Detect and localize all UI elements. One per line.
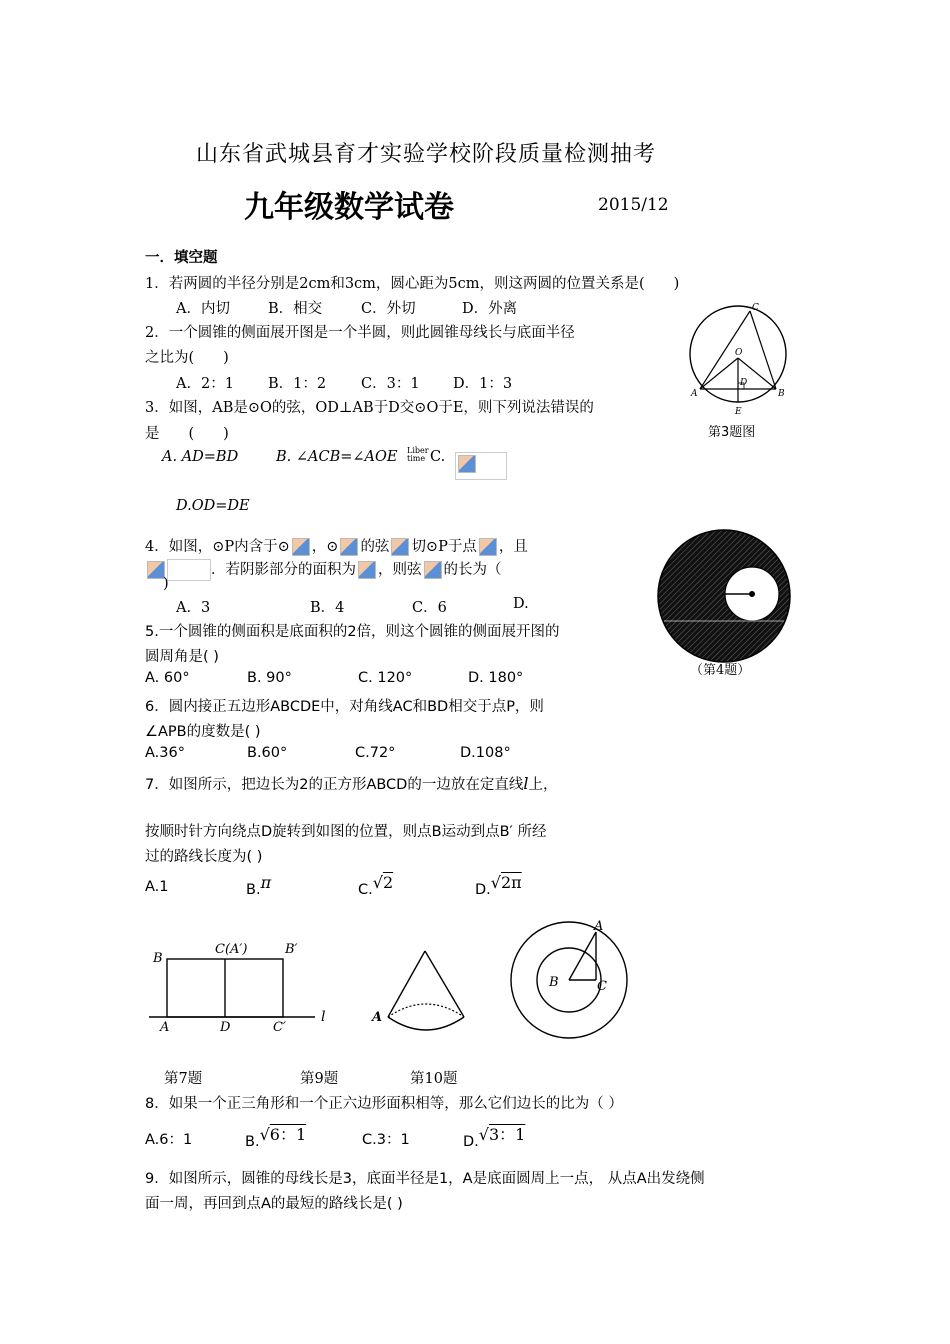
q6-line1: 6．圆内接正五边形ABCDE中，对角线AC和BD相交于点P，则 bbox=[145, 699, 544, 715]
q4-line3: ) bbox=[163, 576, 169, 592]
figure-7 bbox=[145, 935, 345, 1035]
q7-option-c: C.√2 bbox=[358, 873, 394, 898]
q8-stem: 8．如果一个正三角形和一个正六边形面积相等，那么它们边长的比为（ ） bbox=[145, 1096, 623, 1112]
fig7-label-c: C(A′) bbox=[215, 942, 248, 957]
q6-option-d: D.108° bbox=[460, 745, 511, 761]
fig7-label-a: A bbox=[160, 1020, 170, 1035]
q5-line1: 5.一个圆锥的侧面积是底面积的2倍，则这个圆锥的侧面展开图的 bbox=[145, 624, 560, 640]
q4-option-d: D. bbox=[513, 596, 529, 612]
figure-4 bbox=[656, 528, 796, 668]
fig3-caption: 第3题图 bbox=[708, 425, 756, 440]
q3-line2: 是 ( ) bbox=[145, 426, 229, 442]
q8-option-a: A.6：1 bbox=[145, 1132, 193, 1148]
q8-option-b: B.√6：1 bbox=[245, 1125, 307, 1150]
q5-option-d: D. 180° bbox=[468, 670, 524, 686]
fig7-label-l: l bbox=[321, 1009, 326, 1025]
fig7-label-b: B bbox=[153, 951, 163, 966]
school-name: 山东省武城县育才实验学校阶段质量检测抽考 bbox=[196, 142, 657, 167]
q7-line-l: l bbox=[523, 774, 529, 793]
figure-10 bbox=[505, 912, 635, 1042]
q1-option-c: C．外切 bbox=[361, 301, 416, 317]
q3-option-b: B. ∠ACB=∠AOE bbox=[276, 449, 398, 465]
q3-option-c-image bbox=[455, 452, 507, 480]
fig9-label-a: A bbox=[372, 1010, 383, 1025]
q2-option-c: C．3：1 bbox=[361, 376, 420, 392]
fig4-caption: （第4题） bbox=[690, 663, 751, 678]
fig7-label-cp: C′ bbox=[273, 1020, 286, 1035]
section-heading: 一．填空题 bbox=[145, 250, 218, 266]
q3-option-a: A. AD=BD bbox=[162, 449, 239, 465]
q9-line1: 9．如图所示，圆锥的母线长是3，底面半径是1，A是底面圆周上一点， 从点A出发绕侧 bbox=[145, 1171, 705, 1187]
q4-image-1 bbox=[292, 538, 310, 556]
q7-option-d: D.√2π bbox=[475, 873, 522, 898]
exam-title: 九年级数学试卷 bbox=[244, 190, 454, 225]
q6-line2: ∠APB的度数是( ) bbox=[145, 724, 261, 740]
caption-q7: 第7题 bbox=[164, 1071, 203, 1087]
q3-option-d: D.OD=DE bbox=[176, 498, 250, 514]
q4-option-a: A．3 bbox=[176, 600, 211, 616]
q1-option-b: B．相交 bbox=[268, 301, 323, 317]
q1-option-d: D．外离 bbox=[462, 301, 518, 317]
q3-option-c: C. bbox=[430, 449, 446, 465]
q5-option-c: C. 120° bbox=[358, 670, 413, 686]
q2-line2: 之比为( ) bbox=[145, 350, 229, 366]
fig3-label-c: C bbox=[752, 303, 759, 313]
figure-9 bbox=[370, 945, 480, 1045]
q1-stem: 1．若两圆的半径分别是2cm和3cm，圆心距为5cm，则这两圆的位置关系是( ) bbox=[145, 276, 680, 292]
figure-3 bbox=[684, 300, 798, 440]
q2-option-d: D．1：3 bbox=[453, 376, 513, 392]
q3-line1: 3．如图，AB是⊙O的弦，OD⊥AB于D交⊙O于E，则下列说法错误的 bbox=[145, 400, 594, 416]
q7-line2: 按顺时针方向绕点D旋转到如图的位置，则点B运动到点B′ 所经 bbox=[145, 824, 547, 840]
q2-option-a: A．2：1 bbox=[176, 376, 234, 392]
caption-q9: 第9题 bbox=[300, 1071, 339, 1087]
q3-liber-mark: Liber time bbox=[407, 446, 429, 463]
q4-image-3 bbox=[391, 538, 409, 556]
q6-option-a: A.36° bbox=[145, 745, 185, 761]
q8-option-c: C.3：1 bbox=[362, 1132, 410, 1148]
q7-option-a: A.1 bbox=[145, 879, 169, 895]
fig3-label-d: D bbox=[740, 378, 748, 388]
q7-option-b: B.π bbox=[246, 873, 272, 898]
fig7-label-d: D bbox=[220, 1020, 231, 1035]
q4-image-4 bbox=[479, 538, 497, 556]
q4-image-6 bbox=[358, 561, 376, 579]
q2-option-b: B．1：2 bbox=[268, 376, 327, 392]
fig3-label-e: E bbox=[735, 407, 742, 417]
q7-line1: 7．如图所示，把边长为2的正方形ABCD的一边放在定直线l上， bbox=[145, 774, 558, 793]
q8-option-d: D.√3：1 bbox=[463, 1125, 526, 1150]
q5-option-a: A. 60° bbox=[145, 670, 190, 686]
q5-option-b: B. 90° bbox=[247, 670, 292, 686]
q7-line3: 过的路线长度为( ) bbox=[145, 849, 263, 865]
q4-line2: ．若阴影部分的面积为 ，则弦 的长为（ bbox=[145, 558, 502, 581]
fig3-label-b: B bbox=[778, 389, 785, 399]
fig3-label-a: A bbox=[691, 389, 698, 399]
fig10-label-c: C bbox=[597, 979, 607, 994]
fig7-label-bp: B′ bbox=[285, 942, 298, 957]
q2-line1: 2．一个圆锥的侧面展开图是一个半圆，则此圆锥母线长与底面半径 bbox=[145, 325, 575, 341]
fig10-label-b: B bbox=[549, 975, 559, 990]
fig10-label-a: A bbox=[594, 919, 604, 934]
exam-date: 2015/12 bbox=[598, 195, 669, 215]
q6-option-b: B.60° bbox=[247, 745, 288, 761]
q4-image-7 bbox=[424, 561, 442, 579]
caption-q10: 第10题 bbox=[410, 1071, 458, 1087]
fig3-label-o: O bbox=[735, 348, 743, 358]
q5-line2: 圆周角是( ) bbox=[145, 649, 219, 665]
q4-option-b: B．4 bbox=[310, 600, 345, 616]
q4-option-c: C．6 bbox=[412, 600, 447, 616]
q4-line1: 4．如图，⊙P内含于⊙ ，⊙ 的弦 切⊙P于点 ，且 bbox=[145, 539, 528, 555]
q6-option-c: C.72° bbox=[355, 745, 396, 761]
q1-option-a: A．内切 bbox=[176, 301, 230, 317]
q4-image-2 bbox=[340, 538, 358, 556]
q9-line2: 面一周，再回到点A的最短的路线长是( ) bbox=[145, 1196, 403, 1212]
